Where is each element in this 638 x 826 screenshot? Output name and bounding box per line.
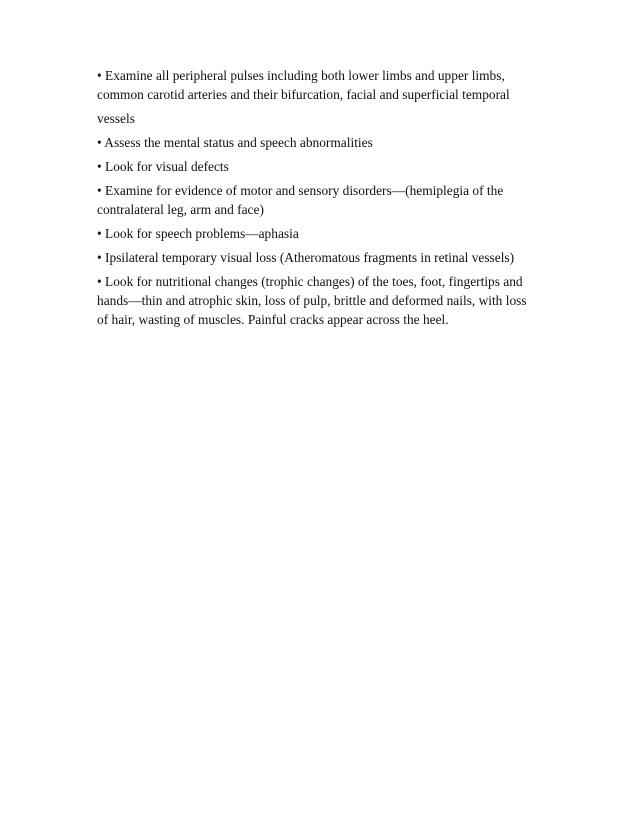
paragraph-visual-defects	[97, 157, 547, 176]
text-line: • Examine all peripheral pulses including both lower limbs and upper limbs,	[97, 68, 505, 83]
text-line: • Examine for evidence of motor and sensory disorders—(hemiplegia of the	[97, 183, 504, 198]
text-line: contralateral leg, arm and face)	[97, 202, 264, 217]
paragraph-speech-problems	[97, 224, 547, 243]
paragraph-visual-loss	[97, 248, 547, 267]
paragraph-motor-sensory	[97, 181, 547, 219]
paragraph-mental-status	[97, 133, 547, 152]
paragraph-nutritional-changes	[97, 272, 547, 329]
text-line: • Look for speech problems—aphasia	[97, 226, 299, 241]
paragraph-peripheral-pulses	[97, 66, 547, 104]
text-line: vessels	[97, 111, 135, 126]
text-line: hands—thin and atrophic skin, loss of pulp, brittle and deformed nails, with loss	[97, 293, 527, 308]
text-line: of hair, wasting of muscles. Painful cracks appear across the heel.	[97, 312, 449, 327]
paragraph-vessels	[97, 109, 547, 128]
text-line: • Look for nutritional changes (trophic changes) of the toes, foot, fingertips and	[97, 274, 523, 289]
text-line: • Look for visual defects	[97, 159, 229, 174]
text-line: common carotid arteries and their bifurcation, facial and superficial temporal	[97, 87, 510, 102]
text-line: • Assess the mental status and speech abnormalities	[97, 135, 373, 150]
text-line: • Ipsilateral temporary visual loss (Atheromatous fragments in retinal vessels)	[97, 250, 515, 265]
document-body	[97, 66, 547, 334]
